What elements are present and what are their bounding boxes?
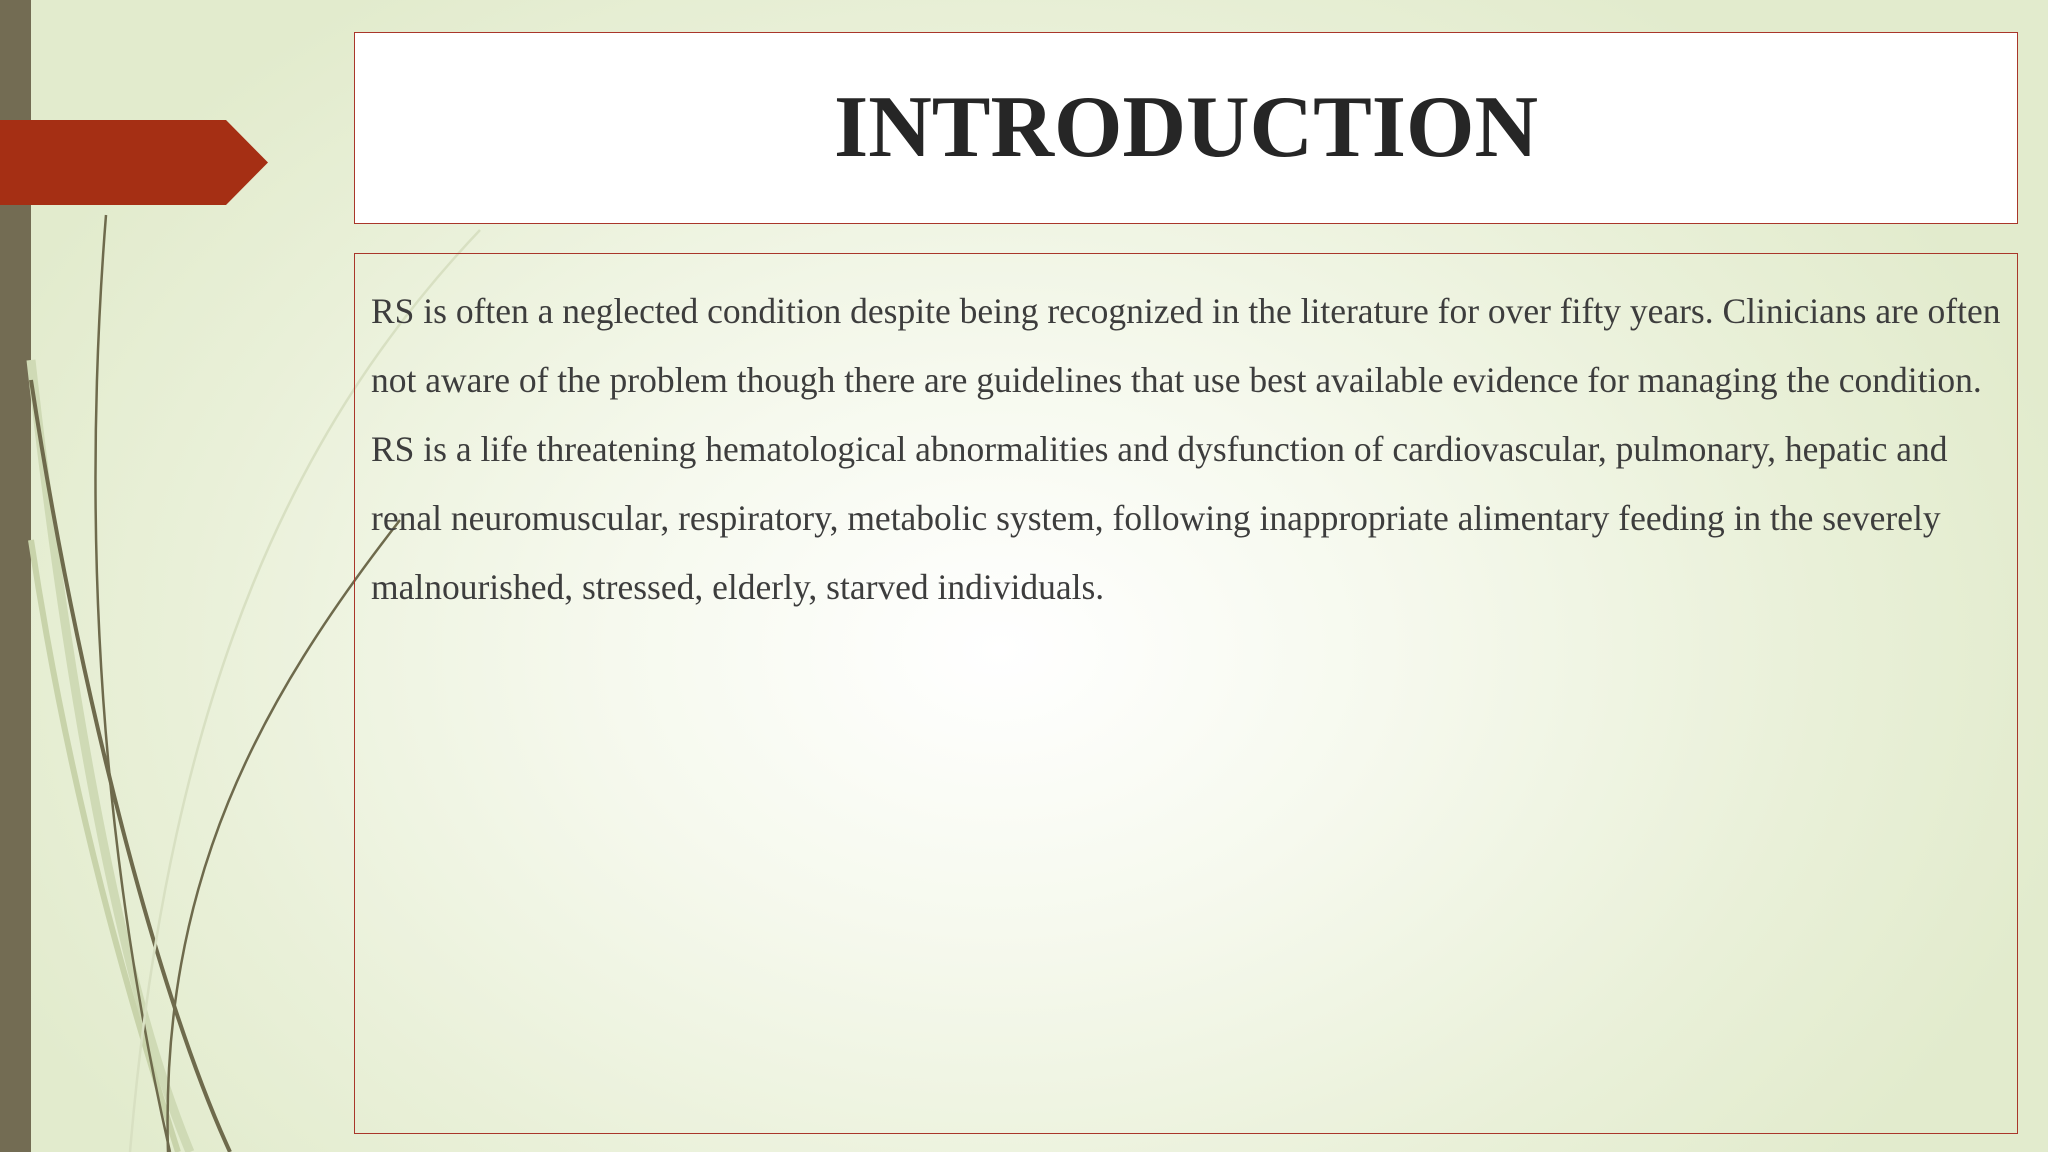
- arrow-tab-shape: [0, 120, 268, 205]
- content-box: [354, 253, 2018, 1134]
- title-box: [354, 32, 2018, 224]
- body-text: [371, 277, 2011, 622]
- paragraph-1: RS is often a neglected condition despite being recognized in the literature for over fifty years. Clinicians are often not aware of the problem though there are guidelines that use best available evidence for managing the condition.: [371, 291, 2001, 400]
- slide-title: INTRODUCTION: [833, 79, 1539, 176]
- paragraph-2: RS is a life threatening hematological abnormalities and dysfunction of cardiovascular, pulmonary, hepatic and renal neuromuscular, respiratory, metabolic system, following inappropriate alimentary feeding in the severely malnourished, stressed, elderly, starved individuals.: [371, 429, 1948, 607]
